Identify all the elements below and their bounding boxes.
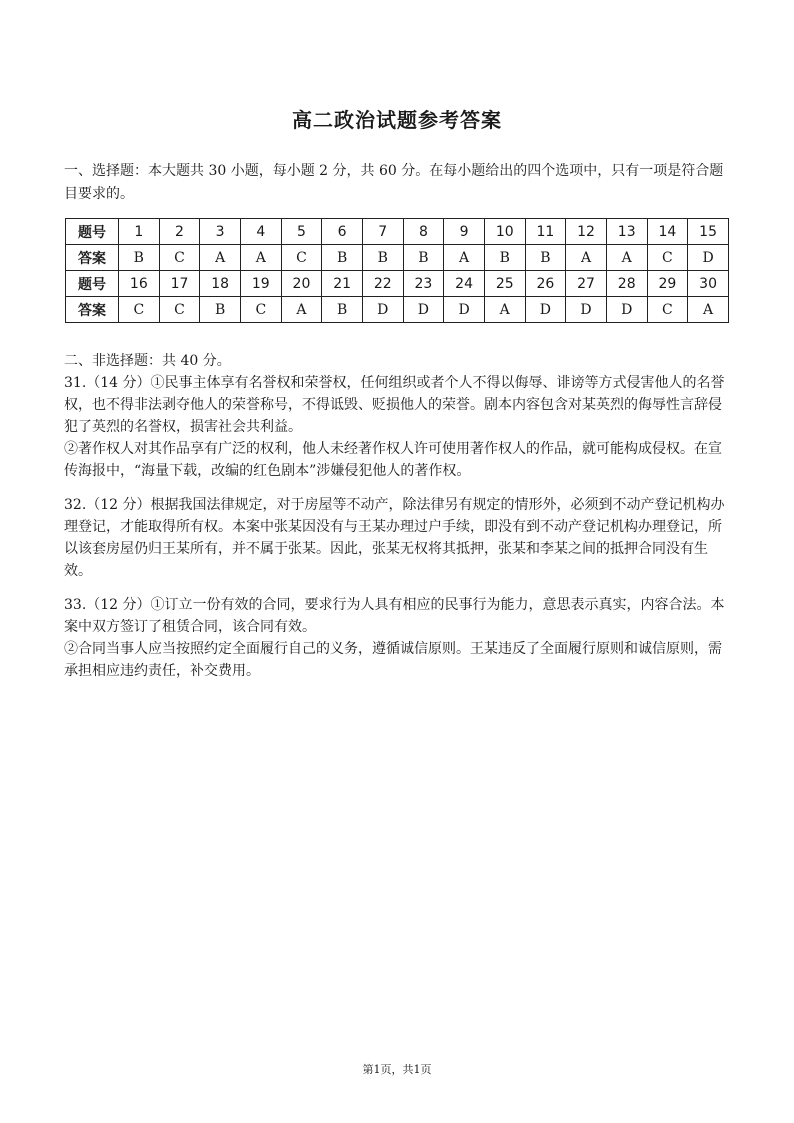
question-number-cell: 13 bbox=[606, 219, 647, 245]
answer-cell: D bbox=[525, 297, 566, 323]
answer-cell: B bbox=[119, 245, 160, 271]
question-number-cell: 30 bbox=[688, 271, 729, 297]
page-title: 高二政治试题参考答案 bbox=[292, 108, 502, 132]
answer-cell: A bbox=[606, 245, 647, 271]
row-label-answer: 答案 bbox=[66, 245, 119, 271]
question-33-answer bbox=[64, 594, 728, 682]
question-number-cell: 28 bbox=[606, 271, 647, 297]
answer-cell: A bbox=[240, 245, 281, 271]
question-number-cell: 24 bbox=[444, 271, 485, 297]
question-number-cell: 9 bbox=[444, 219, 485, 245]
question-number-cell: 26 bbox=[525, 271, 566, 297]
question-number-cell: 15 bbox=[688, 219, 729, 245]
answer-cell: D bbox=[362, 297, 403, 323]
question-number-cell: 19 bbox=[240, 271, 281, 297]
question-number-cell: 10 bbox=[484, 219, 525, 245]
answer-cell: A bbox=[281, 297, 322, 323]
answer-cell: C bbox=[240, 297, 281, 323]
question-number-cell: 16 bbox=[119, 271, 160, 297]
question-32-text: 32.（12 分）根据我国法律规定，对于房屋等不动产，除法律另有规定的情形外，必须到不动产登记机构办理登记，才能取得所有权。本案中张某因没有与王某办理过户手续，即没有到不动产登记机构办理登记，所以该套房屋仍归王某所有，并不属于张某。因此，张某无权将其抵押，张某和李某之间的抵押合同没有生效。 bbox=[64, 497, 725, 579]
page-footer: 第1页，共1页 bbox=[362, 1063, 432, 1076]
question-number-cell: 18 bbox=[200, 271, 241, 297]
answer-cell: C bbox=[159, 297, 200, 323]
row-label-number: 题号 bbox=[66, 219, 119, 245]
answer-cell: C bbox=[281, 245, 322, 271]
answer-cell: D bbox=[688, 245, 729, 271]
section2-heading: 二、非选择题：共 40 分。 bbox=[64, 353, 231, 369]
answer-cell: D bbox=[403, 297, 444, 323]
section2 bbox=[64, 350, 728, 694]
answer-cell: D bbox=[606, 297, 647, 323]
question-number-cell: 27 bbox=[566, 271, 607, 297]
section1-intro: 一、选择题：本大题共 30 小题，每小题 2 分，共 60 分。在每小题给出的四个选项中，只有一项是符合题目要求的。 bbox=[64, 163, 724, 202]
question-number-cell: 8 bbox=[403, 219, 444, 245]
answer-cell: B bbox=[200, 297, 241, 323]
answer-table bbox=[65, 218, 729, 323]
question-33-point-1: 33.（12 分）①订立一份有效的合同，要求行为人具有相应的民事行为能力，意思表示真实，内容合法。本案中双方签订了租赁合同，该合同有效。 bbox=[64, 597, 725, 635]
answer-cell: C bbox=[647, 245, 688, 271]
question-number-cell: 20 bbox=[281, 271, 322, 297]
table-row-answers-2 bbox=[66, 297, 729, 323]
question-number-cell: 29 bbox=[647, 271, 688, 297]
answer-cell: C bbox=[119, 297, 160, 323]
question-number-cell: 7 bbox=[362, 219, 403, 245]
table-row-numbers-1 bbox=[66, 219, 729, 245]
table-row-numbers-2 bbox=[66, 271, 729, 297]
question-31-answer bbox=[64, 372, 728, 482]
answer-cell: B bbox=[322, 297, 363, 323]
question-number-cell: 6 bbox=[322, 219, 363, 245]
question-number-cell: 17 bbox=[159, 271, 200, 297]
question-number-cell: 2 bbox=[159, 219, 200, 245]
question-number-cell: 23 bbox=[403, 271, 444, 297]
question-number-cell: 14 bbox=[647, 219, 688, 245]
question-number-cell: 4 bbox=[240, 219, 281, 245]
answer-cell: D bbox=[444, 297, 485, 323]
question-32-answer bbox=[64, 494, 728, 582]
row-label-answer: 答案 bbox=[66, 297, 119, 323]
question-number-cell: 3 bbox=[200, 219, 241, 245]
table-row-answers-1 bbox=[66, 245, 729, 271]
answer-cell: A bbox=[444, 245, 485, 271]
answer-cell: C bbox=[159, 245, 200, 271]
question-number-cell: 21 bbox=[322, 271, 363, 297]
question-33-point-2: ②合同当事人应当按照约定全面履行自己的义务，遵循诚信原则。王某违反了全面履行原则和诚信原则，需承担相应违约责任，补交费用。 bbox=[64, 641, 722, 679]
answer-cell: A bbox=[688, 297, 729, 323]
answer-cell: B bbox=[322, 245, 363, 271]
answer-cell: B bbox=[525, 245, 566, 271]
question-31-point-2: ②著作权人对其作品享有广泛的权利，他人未经著作权人许可使用著作权人的作品，就可能构成侵权。在宣传海报中，“海量下载，改编的红色剧本”涉嫌侵犯他人的著作权。 bbox=[64, 441, 722, 479]
answer-cell: A bbox=[484, 297, 525, 323]
answer-cell: B bbox=[403, 245, 444, 271]
answer-cell: B bbox=[484, 245, 525, 271]
answer-cell: D bbox=[566, 297, 607, 323]
question-number-cell: 11 bbox=[525, 219, 566, 245]
question-number-cell: 22 bbox=[362, 271, 403, 297]
question-31-point-1: 31.（14 分）①民事主体享有名誉权和荣誉权，任何组织或者个人不得以侮辱、诽谤等方式侵害他人的名誉权，也不得非法剥夺他人的荣誉称号，不得诋毁、贬损他人的荣誉。剧本内容包含对某英烈的侮辱性言辞侵犯了英烈的名誉权，损害社会共利益。 bbox=[64, 375, 725, 435]
question-number-cell: 12 bbox=[566, 219, 607, 245]
answer-cell: A bbox=[200, 245, 241, 271]
question-number-cell: 25 bbox=[484, 271, 525, 297]
answer-cell: C bbox=[647, 297, 688, 323]
question-number-cell: 5 bbox=[281, 219, 322, 245]
answer-cell: B bbox=[362, 245, 403, 271]
answer-cell: A bbox=[566, 245, 607, 271]
row-label-number: 题号 bbox=[66, 271, 119, 297]
question-number-cell: 1 bbox=[119, 219, 160, 245]
